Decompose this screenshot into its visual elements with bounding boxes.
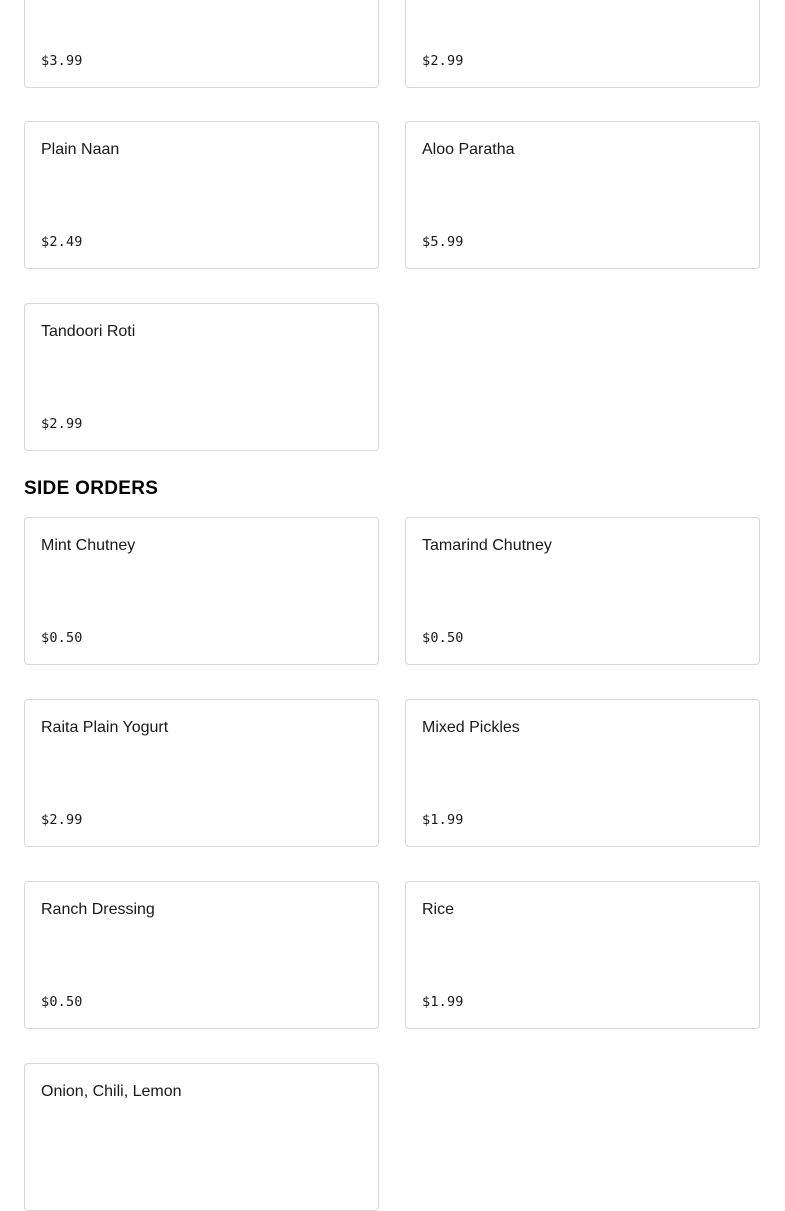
menu-item-name: Tamarind Chutney xyxy=(422,537,552,554)
menu-item-name: Rice xyxy=(422,901,455,918)
menu-item-price: $0.50 xyxy=(41,630,83,646)
menu-item-name: Mixed Pickles xyxy=(422,719,520,736)
menu-item-card-tamarind-chutney[interactable] xyxy=(405,517,760,665)
menu-item-price: $3.99 xyxy=(41,53,83,69)
menu-item-name: Aloo Paratha xyxy=(422,141,515,158)
menu-item-card-tandoori-roti[interactable] xyxy=(24,303,379,451)
section-title-side-orders: SIDE ORDERS xyxy=(24,478,159,499)
menu-item-card[interactable] xyxy=(405,0,760,88)
menu-item-name: Onion, Chili, Lemon xyxy=(41,1083,182,1100)
menu-item-card-rice[interactable] xyxy=(405,881,760,1029)
menu-item-name: Plain Naan xyxy=(41,141,120,158)
menu-item-price: $0.50 xyxy=(422,630,464,646)
menu-item-price: $2.99 xyxy=(41,812,83,828)
menu-item-price: $2.49 xyxy=(41,234,83,250)
menu-item-price: $1.99 xyxy=(422,812,464,828)
menu-item-price: $5.99 xyxy=(422,234,464,250)
menu-item-name: Mint Chutney xyxy=(41,537,136,554)
menu-item-card-onion-chili-lemon[interactable] xyxy=(24,1063,379,1211)
menu-item-card-mixed-pickles[interactable] xyxy=(405,699,760,847)
menu-item-name: Ranch Dressing xyxy=(41,901,155,918)
menu-item-price: $2.99 xyxy=(422,53,464,69)
menu-item-card-raita-plain-yogurt[interactable] xyxy=(24,699,379,847)
menu-item-price: $0.50 xyxy=(41,994,83,1010)
menu-item-card-plain-naan[interactable] xyxy=(24,121,379,269)
menu-item-card[interactable] xyxy=(24,0,379,88)
menu-item-card-aloo-paratha[interactable] xyxy=(405,121,760,269)
menu-item-price: $1.99 xyxy=(422,994,464,1010)
menu-item-card-mint-chutney[interactable] xyxy=(24,517,379,665)
menu-item-price: $2.99 xyxy=(41,416,83,432)
menu-item-card-ranch-dressing[interactable] xyxy=(24,881,379,1029)
menu-item-name: Tandoori Roti xyxy=(41,323,136,340)
menu-item-name: Raita Plain Yogurt xyxy=(41,719,169,736)
